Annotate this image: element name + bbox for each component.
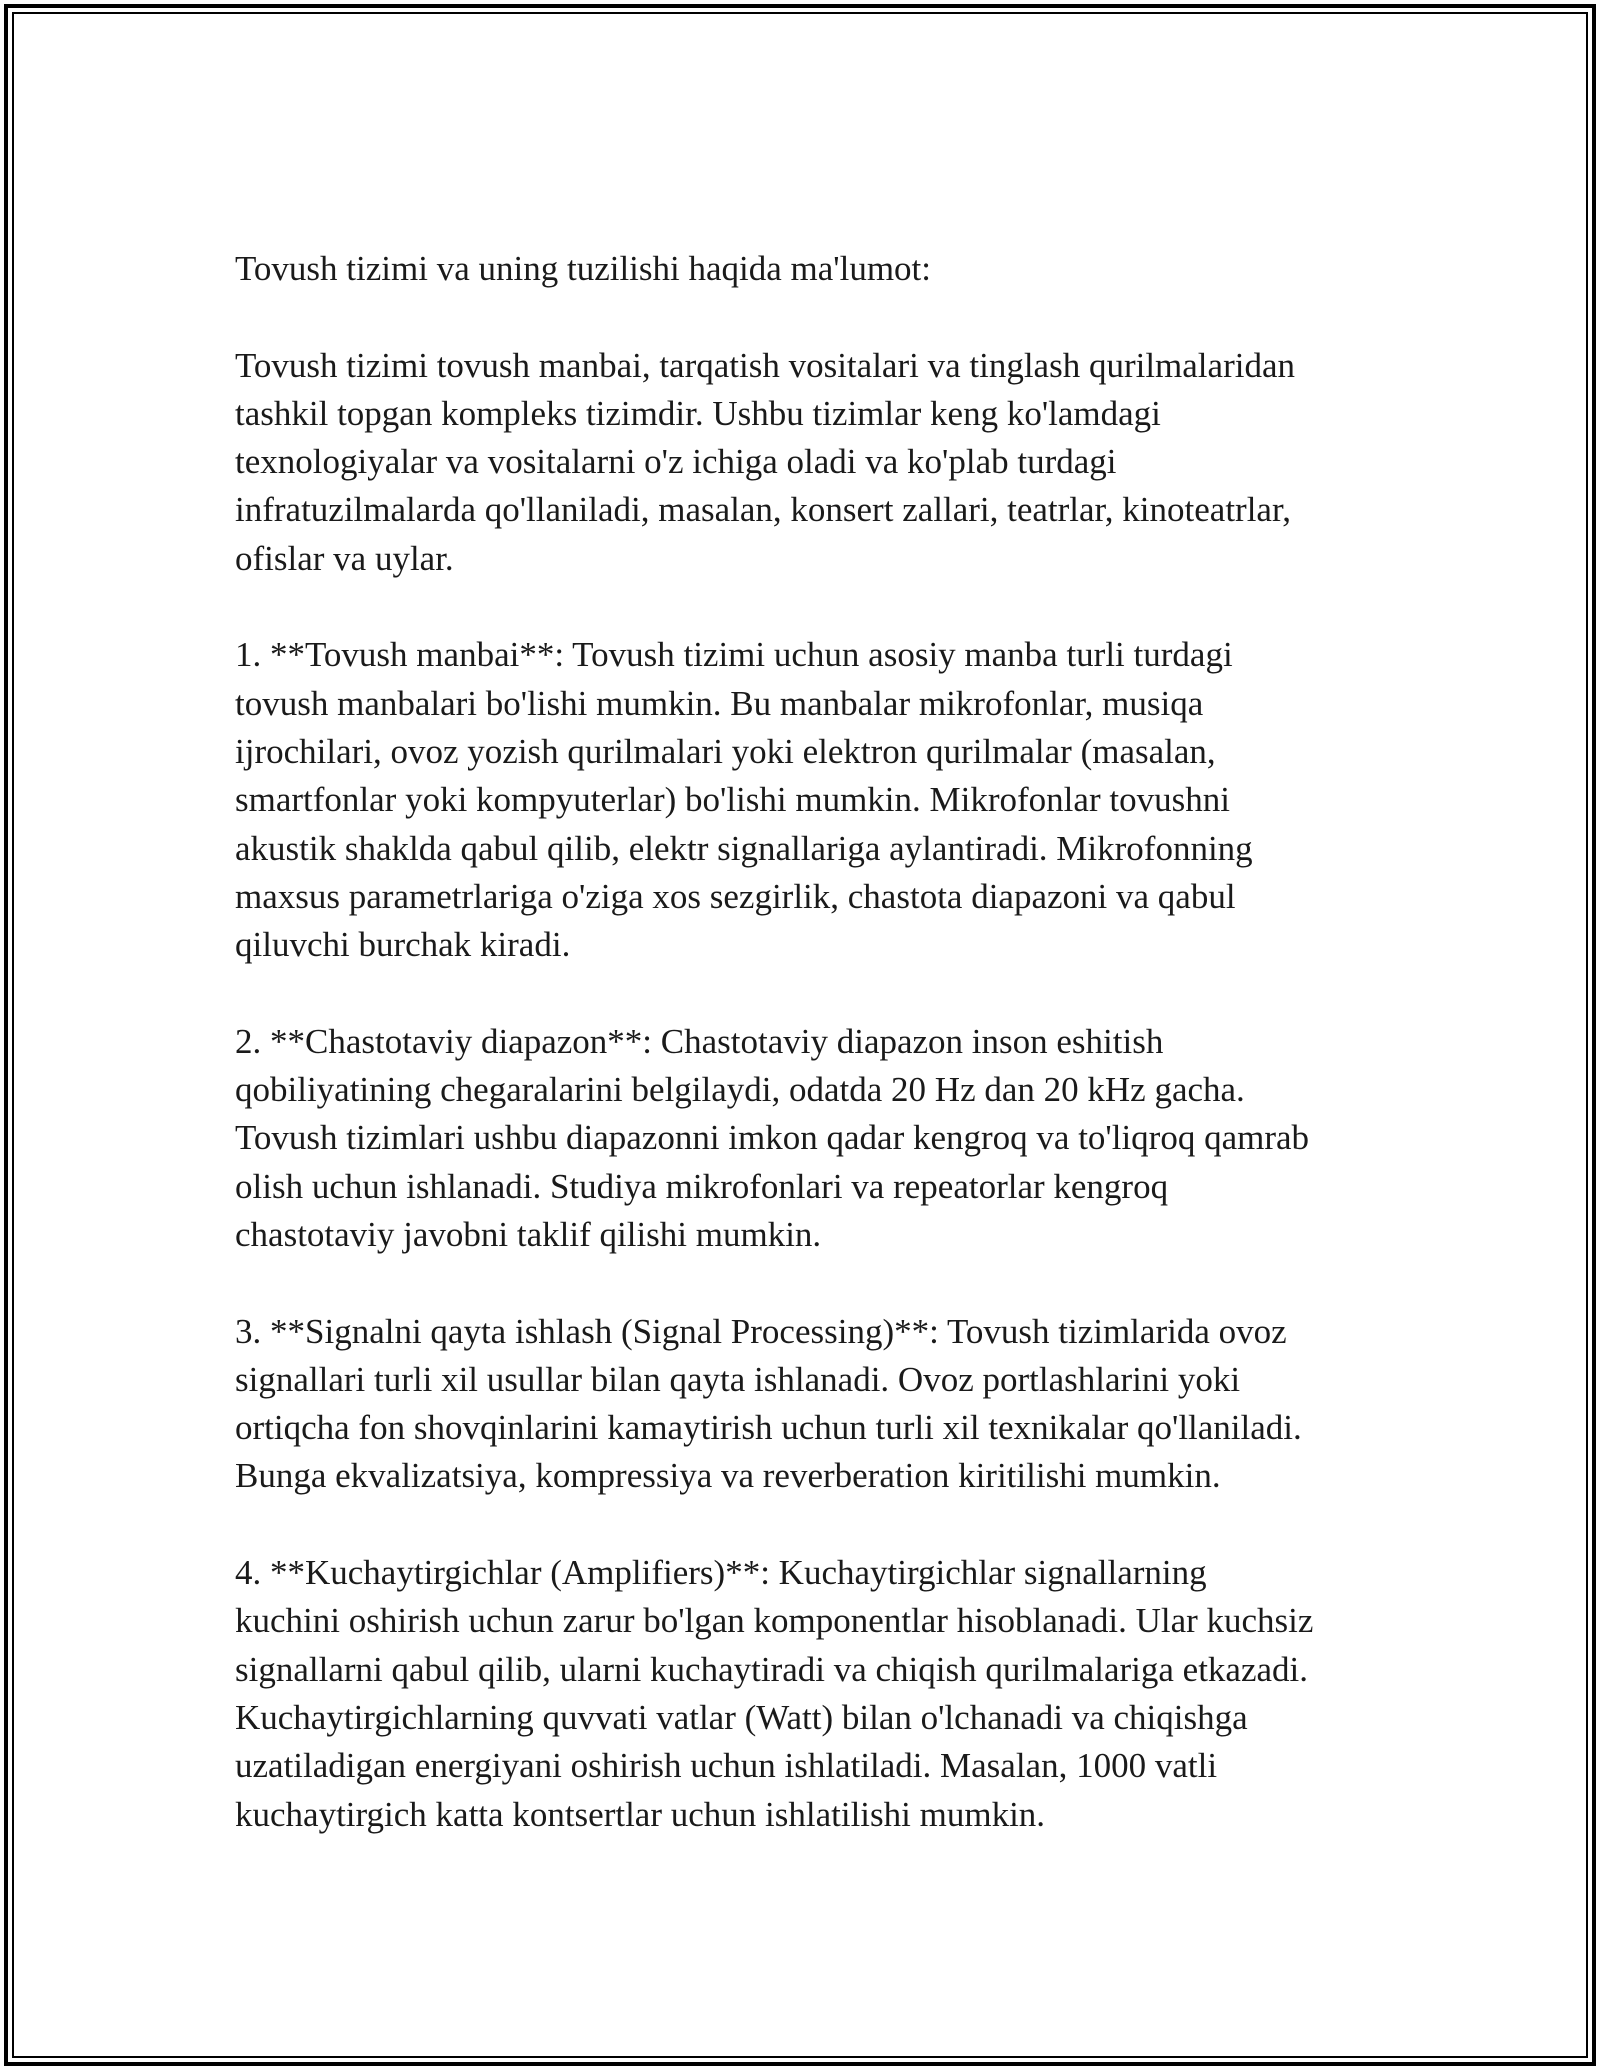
section-sound-source: 1. **Tovush manbai**: Tovush tizimi uchun asosiy manba turli turdagi tovush manbalari bo'lishi mumkin. Bu manbalar mikrofonlar, musiqa ijrochilari, ovoz yozish qurilmalari yoki elektron qurilmalar (masalan, smartfonlar yoki kompyuterlar) bo'lishi mumkin. Mikrofonlar tovushni akustik shaklda qabul qilib, elektr signallariga aylantiradi. Mikrofonning maxsus parametrlariga o'ziga xos sezgirlik, chastota diapazoni va qabul qiluvchi burchak kiradi. — [235, 635, 1253, 965]
section-amplifiers: 4. **Kuchaytirgichlar (Amplifiers)**: Kuchaytirgichlar signallarning kuchini oshirish uchun zarur bo'lgan komponentlar hisoblanadi. Ular kuchsiz signallarni qabul qilib, ularni kuchaytiradi va chiqish qurilmalariga etkazadi. Kuchaytirgichlarning quvvati vatlar (Watt) bilan o'lchanadi va chiqishga uzatiladigan energiyani oshirish uchun ishlatiladi. Masalan, 1000 vatli kuchaytirgich katta kontsertlar uchun ishlatilishi mumkin. — [235, 1553, 1314, 1834]
section-frequency-range: 2. **Chastotaviy diapazon**: Chastotaviy diapazon inson eshitish qobiliyatining chegaralarini belgilaydi, odatda 20 Hz dan 20 kHz gacha. Tovush tizimlari ushbu diapazonni imkon qadar kengroq va to'liqroq qamrab olish uchun ishlanadi. Studiya mikrofonlari va repeatorlar kengroq chastotaviy javobni taklif qilishi mumkin. — [235, 1021, 1310, 1254]
section-signal-processing: 3. **Signalni qayta ishlash (Signal Processing)**: Tovush tizimlarida ovoz signallari turli xil usullar bilan qayta ishlanadi. Ovoz portlashlarini yoki ortiqcha fon shovqinlarini kamaytirish uchun turli xil texnikalar qo'llaniladi. Bunga ekvalizatsiya, kompressiya va reverberation kiritilishi mumkin. — [235, 1311, 1302, 1496]
document-heading: Tovush tizimi va uning tuzilishi haqida ma'lumot: — [235, 249, 932, 288]
intro-paragraph: Tovush tizimi tovush manbai, tarqatish vositalari va tinglash qurilmalaridan tashkil topgan kompleks tizimdir. Ushbu tizimlar keng ko'lamdagi texnologiyalar va vositalarni o'z ichiga oladi va ko'plab turdagi infratuzilmalarda qo'llaniladi, masalan, konsert zallari, teatrlar, kinoteatrlar, ofislar va uylar. — [235, 345, 1295, 578]
document-body — [235, 245, 1385, 1887]
